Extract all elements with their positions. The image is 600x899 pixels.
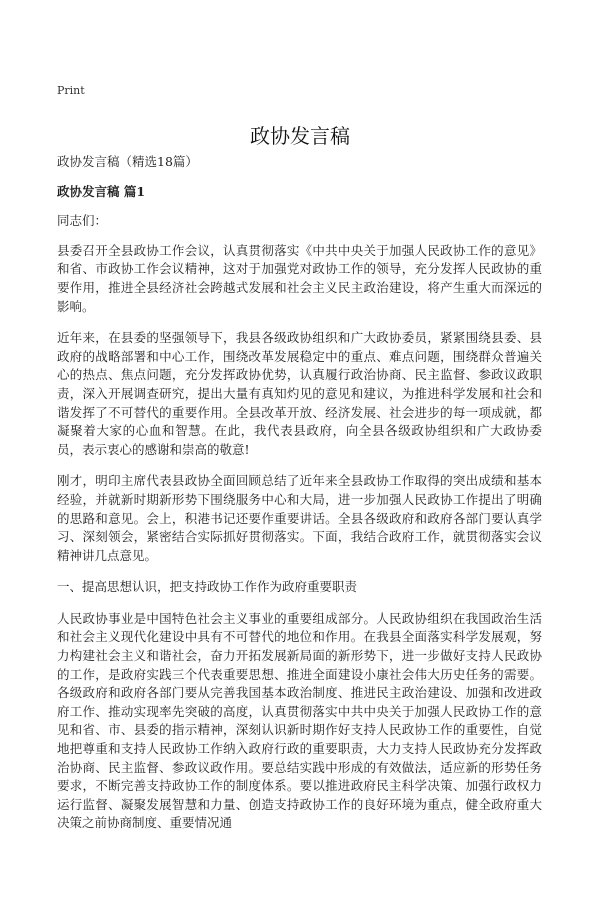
salutation: 同志们： <box>57 213 108 229</box>
document-subtitle: 政协发言稿（精选18篇） <box>57 154 198 169</box>
paragraph-2: 近年来，在县委的坚强领导下，我县各级政协组织和广大政协委员，紧紧围绕县委、县政府的战略部署和中心工作，围绕改革发展稳定中的重点、难点问题，围绕群众普遍关心的热点、焦点问题，充分发挥政协优势，认真履行政治协商、民主监督、参政议政职责，深入开展调查研究，提出大量有真知灼见的意见和建议，为推进科学发展和社会和谐发挥了不可替代的重要作用。全县改革开放、经济发展、社会进步的每一项成就，都凝聚着大家的心血和智慧。在此，我代表县政府，向全县各级政协组织和广大政协委员，表示衷心的感谢和崇高的敬意! <box>57 330 542 457</box>
section-heading: 政协发言稿 篇1 <box>57 183 146 199</box>
page-title: 政协发言稿 <box>250 124 350 148</box>
paragraph-1: 县委召开全县政协工作会议，认真贯彻落实《中共中央关于加强人民政协工作的意见》和省、市政协工作会议精神，这对于加强党对政协工作的领导，充分发挥人民政协的重要作用，推进全县经济社会跨越式发展和社会主义民主政治建设，将产生重大而深远的影响。 <box>57 242 542 314</box>
print-label: Print <box>57 84 85 97</box>
document-body <box>57 153 542 846</box>
paragraph-4: 人民政协事业是中国特色社会主义事业的重要组成部分。人民政协组织在我国政治生活和社会主义现代化建设中具有不可替代的地位和作用。在我县全面落实科学发展观，努力构建社会主义和谐社会，奋力开拓发展新局面的新形势下，进一步做好支持人民政协的工作，是政府实践三个代表重要思想、推进全面建设小康社会伟大历史任务的需要。各级政府和政府各部门要从完善我国基本政治制度、推进民主政治建设、加强和改进政府工作、推动实现率先突破的高度，认真贯彻落实中共中央关于加强人民政协工作的意见和省、市、县委的指示精神，深刻认识新时期作好支持人民政协工作的重要性，自觉地把尊重和支持人民政协工作纳入政府行政的重要职责，大力支持人民政协充分发挥政治协商、民主监督、参政议政作用。要总结实践中形成的有效做法，适应新的形势任务要求，不断完善支持政协工作的制度体系。要以推进政府民主科学决策、加强行政权力运行监督、凝聚发展智慧和力量、创造支持政协工作的良好环境为重点，健全政府重大决策之前协商制度、重要情况通 <box>57 610 542 831</box>
paragraph-3: 刚才，明印主席代表县政协全面回顾总结了近年来全县政协工作取得的突出成绩和基本经验，并就新时期新形势下围绕服务中心和大局，进一步加强人民政协工作提出了明确的思路和意见。会上，积港书记还要作重要讲话。全县各级政府和政府各部门要认真学习、深刻领会，紧密结合实际抓好贯彻落实。下面，我结合政府工作，就贯彻落实会议精神讲几点意见。 <box>57 473 542 563</box>
point-heading: 一、提高思想认识，把支持政协工作作为政府重要职责 <box>57 579 358 595</box>
